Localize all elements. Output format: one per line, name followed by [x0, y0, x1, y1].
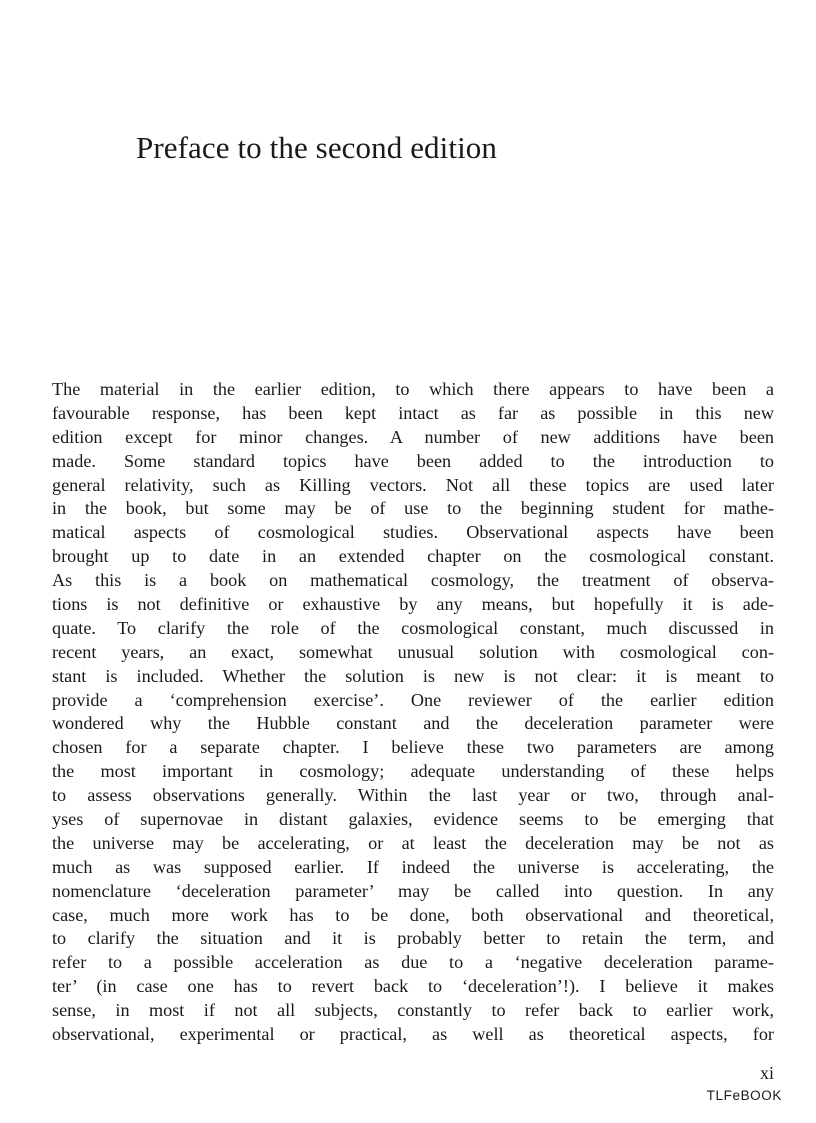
body-line: case, much more work has to be done, both observational and theoretical, — [52, 904, 774, 925]
body-line: quate. To clarify the role of the cosmological constant, much discussed in — [52, 617, 774, 638]
body-line: matical aspects of cosmological studies. Observational aspects have been — [52, 522, 774, 543]
body-line: sense, in most if not all subjects, constantly to refer back to earlier work, — [52, 1000, 774, 1021]
body-line: stant is included. Whether the solution is new is not clear: it is meant to — [52, 665, 774, 686]
body-line: brought up to date in an extended chapter on the cosmological constant. — [52, 546, 774, 567]
body-line: As this is a book on mathematical cosmology, the treatment of observa- — [52, 570, 774, 591]
body-line: the most important in cosmology; adequate understanding of these helps — [52, 761, 774, 782]
page-number: xi — [759, 1063, 774, 1083]
body-line: provide a ‘comprehension exercise’. One reviewer of the earlier edition — [52, 689, 774, 710]
body-line: general relativity, such as Killing vectors. Not all these topics are used later — [52, 474, 774, 495]
body-line: edition except for minor changes. A number of new additions have been — [52, 426, 774, 447]
body-line: The material in the earlier edition, to which there appears to have been a — [52, 379, 774, 399]
body-line: wondered why the Hubble constant and the deceleration parameter were — [52, 713, 774, 734]
body-line: recent years, an exact, somewhat unusual solution with cosmological con- — [52, 641, 774, 662]
body-line: ter’ (in case one has to revert back to ‘deceleration’!). I believe it makes — [52, 976, 774, 997]
body-line: observational, experimental or practical, as well as theoretical aspects, for — [52, 1024, 774, 1045]
watermark-text: TLFeBOOK — [706, 1088, 782, 1103]
body-line: made. Some standard topics have been added to the introduction to — [52, 450, 774, 471]
body-line: refer to a possible acceleration as due to a ‘negative deceleration parame- — [52, 952, 774, 973]
body-line: nomenclature ‘deceleration parameter’ may be called into question. In any — [52, 880, 774, 901]
body-line: the universe may be accelerating, or at least the deceleration may be not as — [52, 832, 774, 853]
body-line: tions is not definitive or exhaustive by any means, but hopefully it is ade- — [52, 594, 774, 615]
body-line: to clarify the situation and it is probably better to retain the term, and — [52, 928, 774, 949]
body-line: chosen for a separate chapter. I believe these two parameters are among — [52, 737, 774, 758]
preface-body — [52, 378, 774, 1047]
page-title: Preface to the second edition — [136, 130, 497, 165]
body-line: in the book, but some may be of use to the beginning student for mathe- — [52, 498, 774, 519]
body-line: to assess observations generally. Within the last year or two, through anal- — [52, 785, 774, 806]
body-line: yses of supernovae in distant galaxies, evidence seems to be emerging that — [52, 809, 774, 830]
body-line: favourable response, has been kept intact as far as possible in this new — [52, 402, 774, 423]
body-line: much as was supposed earlier. If indeed the universe is accelerating, the — [52, 856, 774, 877]
